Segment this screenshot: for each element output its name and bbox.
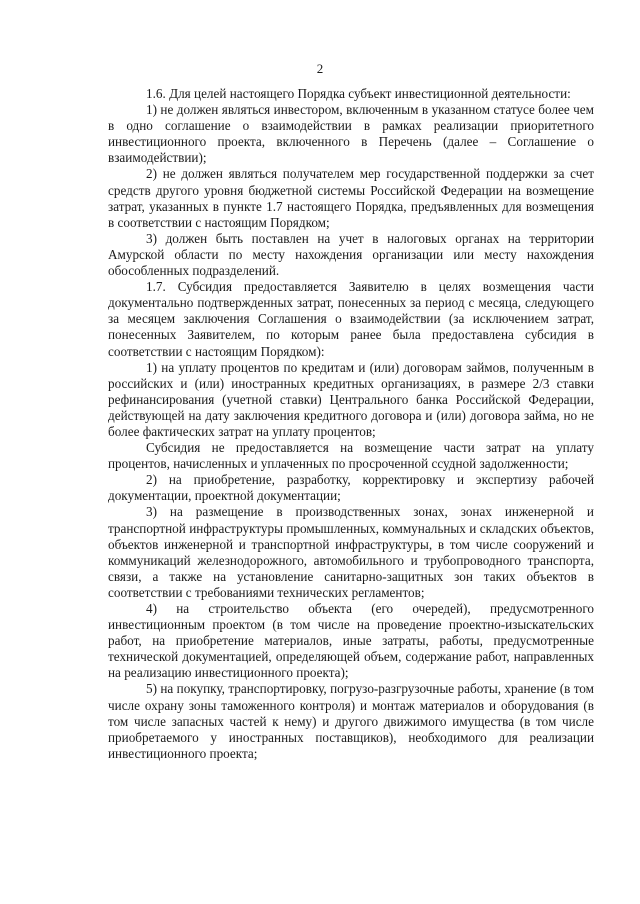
paragraph-1-7-item-1: 1) на уплату процентов по кредитам и (или) договорам займов, полученным в российских и (или) иностранных кредитных организациях, в размере 2/3 ставки рефинансирования (учетной ставки) Центрального банка Российской Федерации, действующей на дату заключения кредитного договора и (или) договора займа, но не более фактических затрат на уплату процентов; xyxy=(108,359,594,439)
paragraph-1-7-item-5: 5) на покупку, транспортировку, погрузо-разгрузочные работы, хранение (в том числе охрану зоны таможенного контроля) и монтаж материалов и оборудования (в том числе запасных частей к нему) и другого движимого имущества (в том числе приобретаемого у иностранных поставщиков), необходимого для реализации инвестиционного проекта; xyxy=(108,681,594,761)
page-number: 2 xyxy=(316,61,324,76)
document-body xyxy=(108,86,594,762)
paragraph-1-7-note: Субсидия не предоставляется на возмещение части затрат на уплату процентов, начисленных и уплаченных по просроченной ссудной задолженности; xyxy=(108,440,594,472)
paragraph-1-7-intro: 1.7. Субсидия предоставляется Заявителю в целях возмещения части документально подтвержденных затрат, понесенных за период с месяца, следующего за месяцем заключения Соглашения о взаимодействии (за исключением затрат, понесенных Заявителем, по которым ранее была предоставлена субсидия в соответствии с настоящим Порядком): xyxy=(108,279,594,359)
paragraph-1-6-intro: 1.6. Для целей настоящего Порядка субъект инвестиционной деятельности: xyxy=(146,86,571,101)
paragraph-1-7-item-2: 2) на приобретение, разработку, корректировку и экспертизу рабочей документации, проектной документации; xyxy=(108,472,594,504)
paragraph-1-6-item-3: 3) должен быть поставлен на учет в налоговых органах на территории Амурской области по месту нахождения организации или месту нахождения обособленных подразделений. xyxy=(108,230,594,279)
paragraph-1-7-item-3: 3) на размещение в производственных зонах, зонах инженерной и транспортной инфраструктуры промышленных, коммунальных и складских объектов, объектов инженерной и транспортной инфраструктуры, в том числе сооружений и коммуникаций железнодорожного, автомобильного и трубопроводного транспорта, связи, а также на установление санитарно-защитных зон таких объектов в соответствии с требованиями технических регламентов; xyxy=(108,504,594,600)
paragraph-1-6-item-2: 2) не должен являться получателем мер государственной поддержки за счет средств другого уровня бюджетной системы Российской Федерации на возмещение затрат, указанных в пункте 1.7 настоящего Порядка, предъявленных для возмещения в соответствии с настоящим Порядком; xyxy=(108,166,594,230)
paragraph-1-7-item-4: 4) на строительство объекта (его очередей), предусмотренного инвестиционным проектом (в том числе на проведение проектно-изыскательских работ, на приобретение материалов, иные затраты, работы, предусмотренные технической документацией, определяющей объем, содержание работ, направленных на реализацию инвестиционного проекта); xyxy=(108,601,594,681)
paragraph-1-6-item-1: 1) не должен являться инвестором, включенным в указанном статусе более чем в одно соглашение о взаимодействии в рамках реализации приоритетного инвестиционного проекта, включенного в Перечень (далее – Соглашение о взаимодействии); xyxy=(108,102,594,166)
